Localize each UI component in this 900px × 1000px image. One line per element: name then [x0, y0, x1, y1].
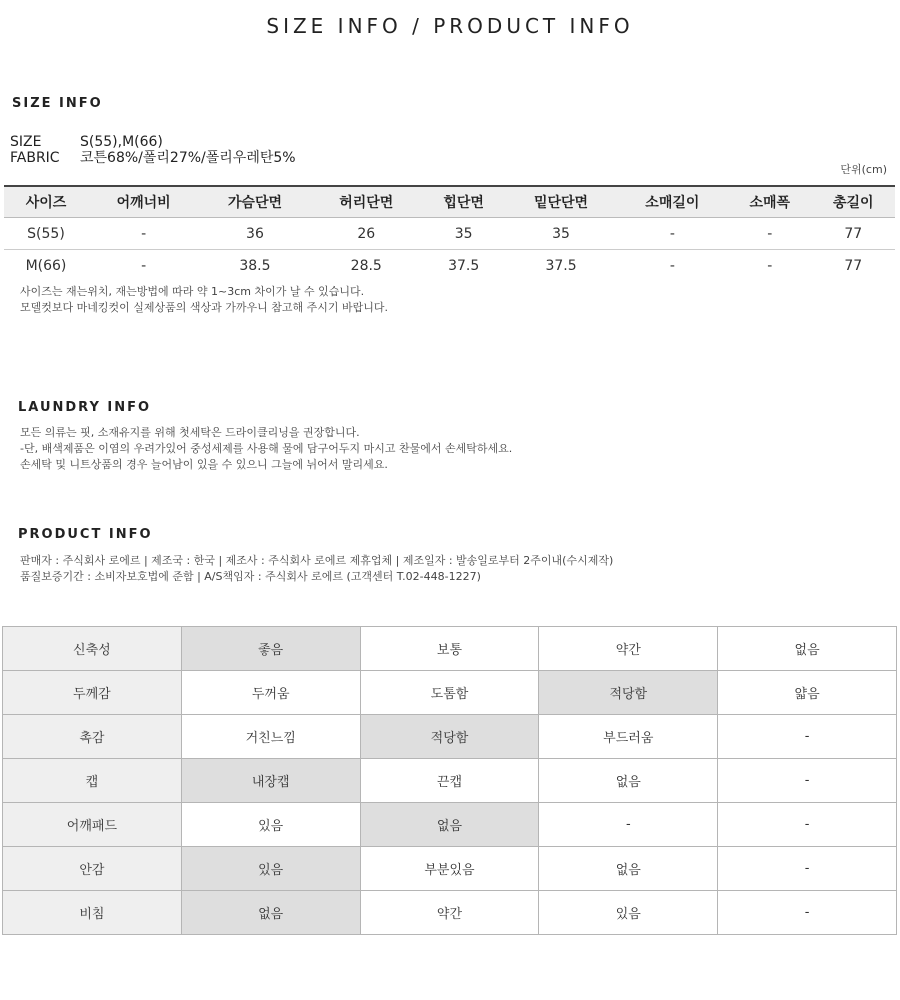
fabric-row — [3, 627, 897, 671]
fabric-option-selected: 적당함 — [360, 715, 539, 759]
fabric-row-label: 두께감 — [3, 671, 182, 715]
product-notes — [20, 553, 613, 585]
fabric-row-label: 신축성 — [3, 627, 182, 671]
table-cell: - — [88, 218, 199, 250]
table-cell: 26 — [311, 218, 422, 250]
fabric-row-label: 어깨패드 — [3, 803, 182, 847]
table-cell: 38.5 — [239, 257, 271, 274]
size-table-header: 가슴단면 — [199, 186, 310, 218]
table-row — [4, 218, 895, 250]
size-table-header-row — [4, 186, 895, 218]
product-info-title: PRODUCT INFO — [18, 527, 153, 542]
fabric-option: - — [718, 891, 897, 935]
laundry-note-line: -단, 배색제품은 이염의 우려가있어 중성세제를 사용해 물에 담구어두지 마시고 찬물에서 손세탁하세요. — [20, 442, 513, 455]
size-table-header: 힙단면 — [422, 186, 505, 218]
size-table-header: 총길이 — [811, 186, 895, 218]
fabric-row-label: 안감 — [3, 847, 182, 891]
size-table-header: 어깨너비 — [88, 186, 199, 218]
size-info-title: SIZE INFO — [12, 96, 103, 111]
table-cell: S(55) — [4, 218, 88, 250]
fabric-row-label: 캡 — [3, 759, 182, 803]
fabric-option-selected: 있음 — [181, 847, 360, 891]
size-spec — [10, 134, 163, 150]
fabric-option-selected: 없음 — [181, 891, 360, 935]
fabric-option: - — [718, 803, 897, 847]
fabric-row — [3, 671, 897, 715]
fabric-option: 없음 — [539, 847, 718, 891]
size-label: SIZE — [10, 134, 42, 150]
fabric-option: 끈캡 — [360, 759, 539, 803]
fabric-row-label: 촉감 — [3, 715, 182, 759]
size-table-header: 소매폭 — [728, 186, 811, 218]
size-note-line: 모델컷보다 마네킹컷이 실제상품의 색상과 가까우니 참고해 주시기 바랍니다. — [20, 301, 389, 314]
fabric-option-selected: 내장캡 — [181, 759, 360, 803]
laundry-note-line: 손세탁 및 니트상품의 경우 늘어남이 있을 수 있으니 그늘에 뉘어서 말리세요. — [20, 458, 388, 471]
table-cell: - — [728, 218, 811, 250]
fabric-option: - — [718, 847, 897, 891]
fabric-value: 코튼68%/폴리27%/폴리우레탄5% — [80, 150, 296, 166]
fabric-row — [3, 715, 897, 759]
table-cell: 37.5 — [448, 257, 480, 274]
fabric-row — [3, 847, 897, 891]
fabric-option: 부드러움 — [539, 715, 718, 759]
fabric-option-selected: 없음 — [360, 803, 539, 847]
fabric-option: - — [718, 759, 897, 803]
table-cell: M(66) — [25, 257, 67, 274]
fabric-option-selected: 적당함 — [539, 671, 718, 715]
table-cell: 77 — [811, 218, 895, 250]
size-notes — [20, 284, 388, 316]
table-cell: 35 — [422, 218, 505, 250]
size-table-header: 소매길이 — [617, 186, 728, 218]
fabric-option: 얇음 — [718, 671, 897, 715]
fabric-option: 두꺼움 — [181, 671, 360, 715]
fabric-spec — [10, 150, 296, 166]
table-cell: 36 — [199, 218, 310, 250]
fabric-option: 없음 — [539, 759, 718, 803]
size-value: S(55),M(66) — [80, 134, 163, 150]
fabric-option: 있음 — [539, 891, 718, 935]
size-table — [4, 185, 895, 281]
fabric-option: - — [718, 715, 897, 759]
fabric-option: 있음 — [181, 803, 360, 847]
fabric-option: 보통 — [360, 627, 539, 671]
product-note-line: 품질보증기간 : 소비자보호법에 준함 | A/S책임자 : 주식회사 로에르 (고객센터 T.02-448-1227) — [20, 570, 481, 583]
table-cell: - — [669, 257, 675, 274]
fabric-option: 없음 — [718, 627, 897, 671]
table-cell: - — [767, 257, 773, 274]
page-title: SIZE INFO / PRODUCT INFO — [266, 14, 634, 38]
table-cell: - — [617, 218, 728, 250]
fabric-option: 부분있음 — [360, 847, 539, 891]
product-note-line: 판매자 : 주식회사 로에르 | 제조국 : 한국 | 제조사 : 주식회사 로에르 제휴업체 | 제조일자 : 발송일로부터 2주이내(수시제작) — [20, 554, 614, 567]
fabric-option: - — [539, 803, 718, 847]
table-cell: 35 — [505, 218, 616, 250]
table-cell: - — [141, 257, 147, 274]
fabric-row-label: 비침 — [3, 891, 182, 935]
size-table-header: 밑단단면 — [505, 186, 616, 218]
fabric-option: 약간 — [360, 891, 539, 935]
fabric-properties-table — [2, 626, 897, 935]
fabric-row — [3, 759, 897, 803]
fabric-option: 도톰함 — [360, 671, 539, 715]
fabric-row — [3, 891, 897, 935]
fabric-label: FABRIC — [10, 150, 60, 166]
fabric-option: 거친느낌 — [181, 715, 360, 759]
laundry-info-title: LAUNDRY INFO — [18, 400, 152, 415]
unit-label: 단위(cm) — [840, 163, 887, 176]
laundry-notes — [20, 425, 512, 473]
table-cell: 28.5 — [350, 257, 382, 274]
fabric-option-selected: 좋음 — [181, 627, 360, 671]
fabric-row — [3, 803, 897, 847]
table-row — [4, 250, 895, 282]
fabric-option: 약간 — [539, 627, 718, 671]
table-cell: 77 — [844, 257, 863, 274]
table-cell: 37.5 — [545, 257, 577, 274]
size-table-header: 허리단면 — [311, 186, 422, 218]
size-note-line: 사이즈는 재는위치, 재는방법에 따라 약 1~3cm 차이가 날 수 있습니다. — [20, 285, 365, 298]
laundry-note-line: 모든 의류는 핏, 소재유지를 위해 첫세탁은 드라이클리닝을 권장합니다. — [20, 426, 360, 439]
size-table-header: 사이즈 — [4, 186, 88, 218]
